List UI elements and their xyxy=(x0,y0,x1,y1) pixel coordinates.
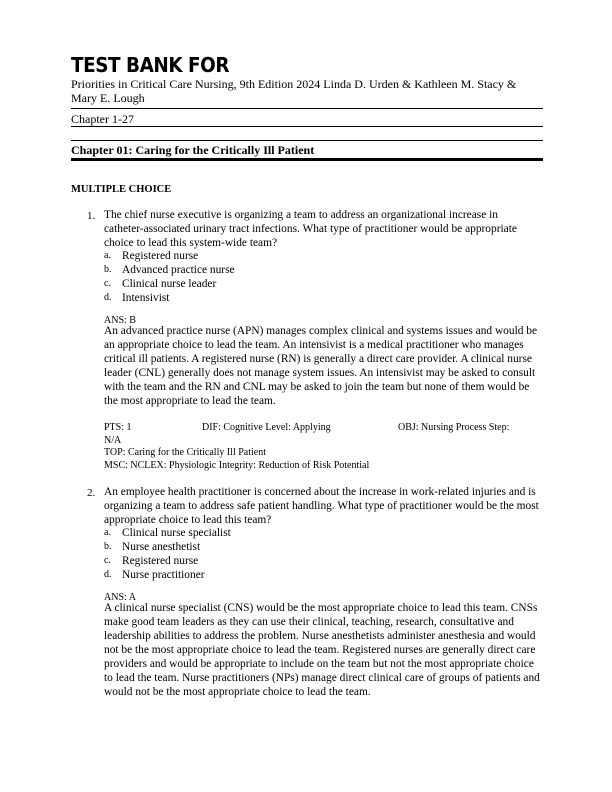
answer-key: ANS: A xyxy=(104,592,136,603)
option-letter: c. xyxy=(104,555,111,566)
difficulty-field: DIF: Cognitive Level: Applying xyxy=(202,422,331,433)
header-divider xyxy=(71,108,543,109)
option-letter: c. xyxy=(104,278,111,289)
chapter-heading: Chapter 01: Caring for the Critically Ill Patient xyxy=(71,143,315,157)
option-text: Clinical nurse leader xyxy=(122,278,217,290)
option-letter: d. xyxy=(104,292,112,303)
answer-rationale: A clinical nurse specialist (CNS) would be the most appropriate choice to lead this team. CNSs make good team leaders as they can use their clinical, teaching, research, consultative and leadership abilities to address the problem. Nurse anesthetists administer anesthesia and would not be the most appropriate choice to lead the team. Registered nurses are generally direct care providers and would be appropriate to include on the team but not the most appropriate choice to lead the team. Nurse practitioners (NPs) manage direct clinical care of groups of patients and would not be the most appropriate choice to lead the team. xyxy=(104,602,540,698)
option-letter: a. xyxy=(104,250,111,261)
section-label: MULTIPLE CHOICE xyxy=(71,184,172,195)
option-text: Intensivist xyxy=(122,292,170,304)
option-text: Advanced practice nurse xyxy=(122,264,235,276)
points-field: PTS: 1 xyxy=(104,422,132,433)
chapter-heading-top-rule xyxy=(71,140,543,141)
msc-field: MSC: NCLEX: Physiologic Integrity: Reduction of Risk Potential xyxy=(104,460,370,471)
book-subtitle: Priorities in Critical Care Nursing, 9th Edition 2024 Linda D. Urden & Kathleen M. Stacy & Mary E. Lough xyxy=(71,77,517,105)
option-letter: a. xyxy=(104,527,111,538)
objective-field-continued: N/A xyxy=(104,435,122,446)
question-number: 1. xyxy=(87,210,96,222)
option-letter: b. xyxy=(104,541,112,552)
chapter-range-divider xyxy=(71,126,543,127)
objective-field: OBJ: Nursing Process Step: xyxy=(398,422,510,433)
question-text: An employee health practitioner is concerned about the increase in work-related injuries and is organizing a team to address safe patient handling. What type of practitioner would be the most appropriate choice to lead this team? xyxy=(104,486,539,526)
answer-rationale: An advanced practice nurse (APN) manages complex clinical and systems issues and would be an appropriate choice to lead the team. An intensivist is a medical practitioner who manages critical ill patients. A registered nurse (RN) is generally a direct care provider. A clinical nurse leader (CNL) generally does not manage system issues. An intensivist may be asked to consult with the team and the RN and CNL may be asked to join the team but none of them would be the most appropriate to lead the team. xyxy=(104,325,538,407)
option-letter: b. xyxy=(104,264,112,275)
option-letter: d. xyxy=(104,569,112,580)
question-text: The chief nurse executive is organizing a team to address an organizational increase in catheter-associated urinary tract infections. What type of practitioner would be appropriate choice to lead this system-wide team? xyxy=(104,209,517,249)
document-title: TEST BANK FOR xyxy=(71,53,230,77)
option-text: Nurse anesthetist xyxy=(122,541,201,553)
option-text: Nurse practitioner xyxy=(122,569,205,581)
question-number: 2. xyxy=(87,487,96,499)
option-text: Clinical nurse specialist xyxy=(122,527,231,539)
answer-key: ANS: B xyxy=(104,315,136,326)
chapter-range: Chapter 1-27 xyxy=(71,112,134,126)
option-text: Registered nurse xyxy=(122,250,199,262)
chapter-heading-bottom-rule xyxy=(71,158,543,161)
option-text: Registered nurse xyxy=(122,555,199,567)
topic-field: TOP: Caring for the Critically Ill Patient xyxy=(104,447,267,458)
